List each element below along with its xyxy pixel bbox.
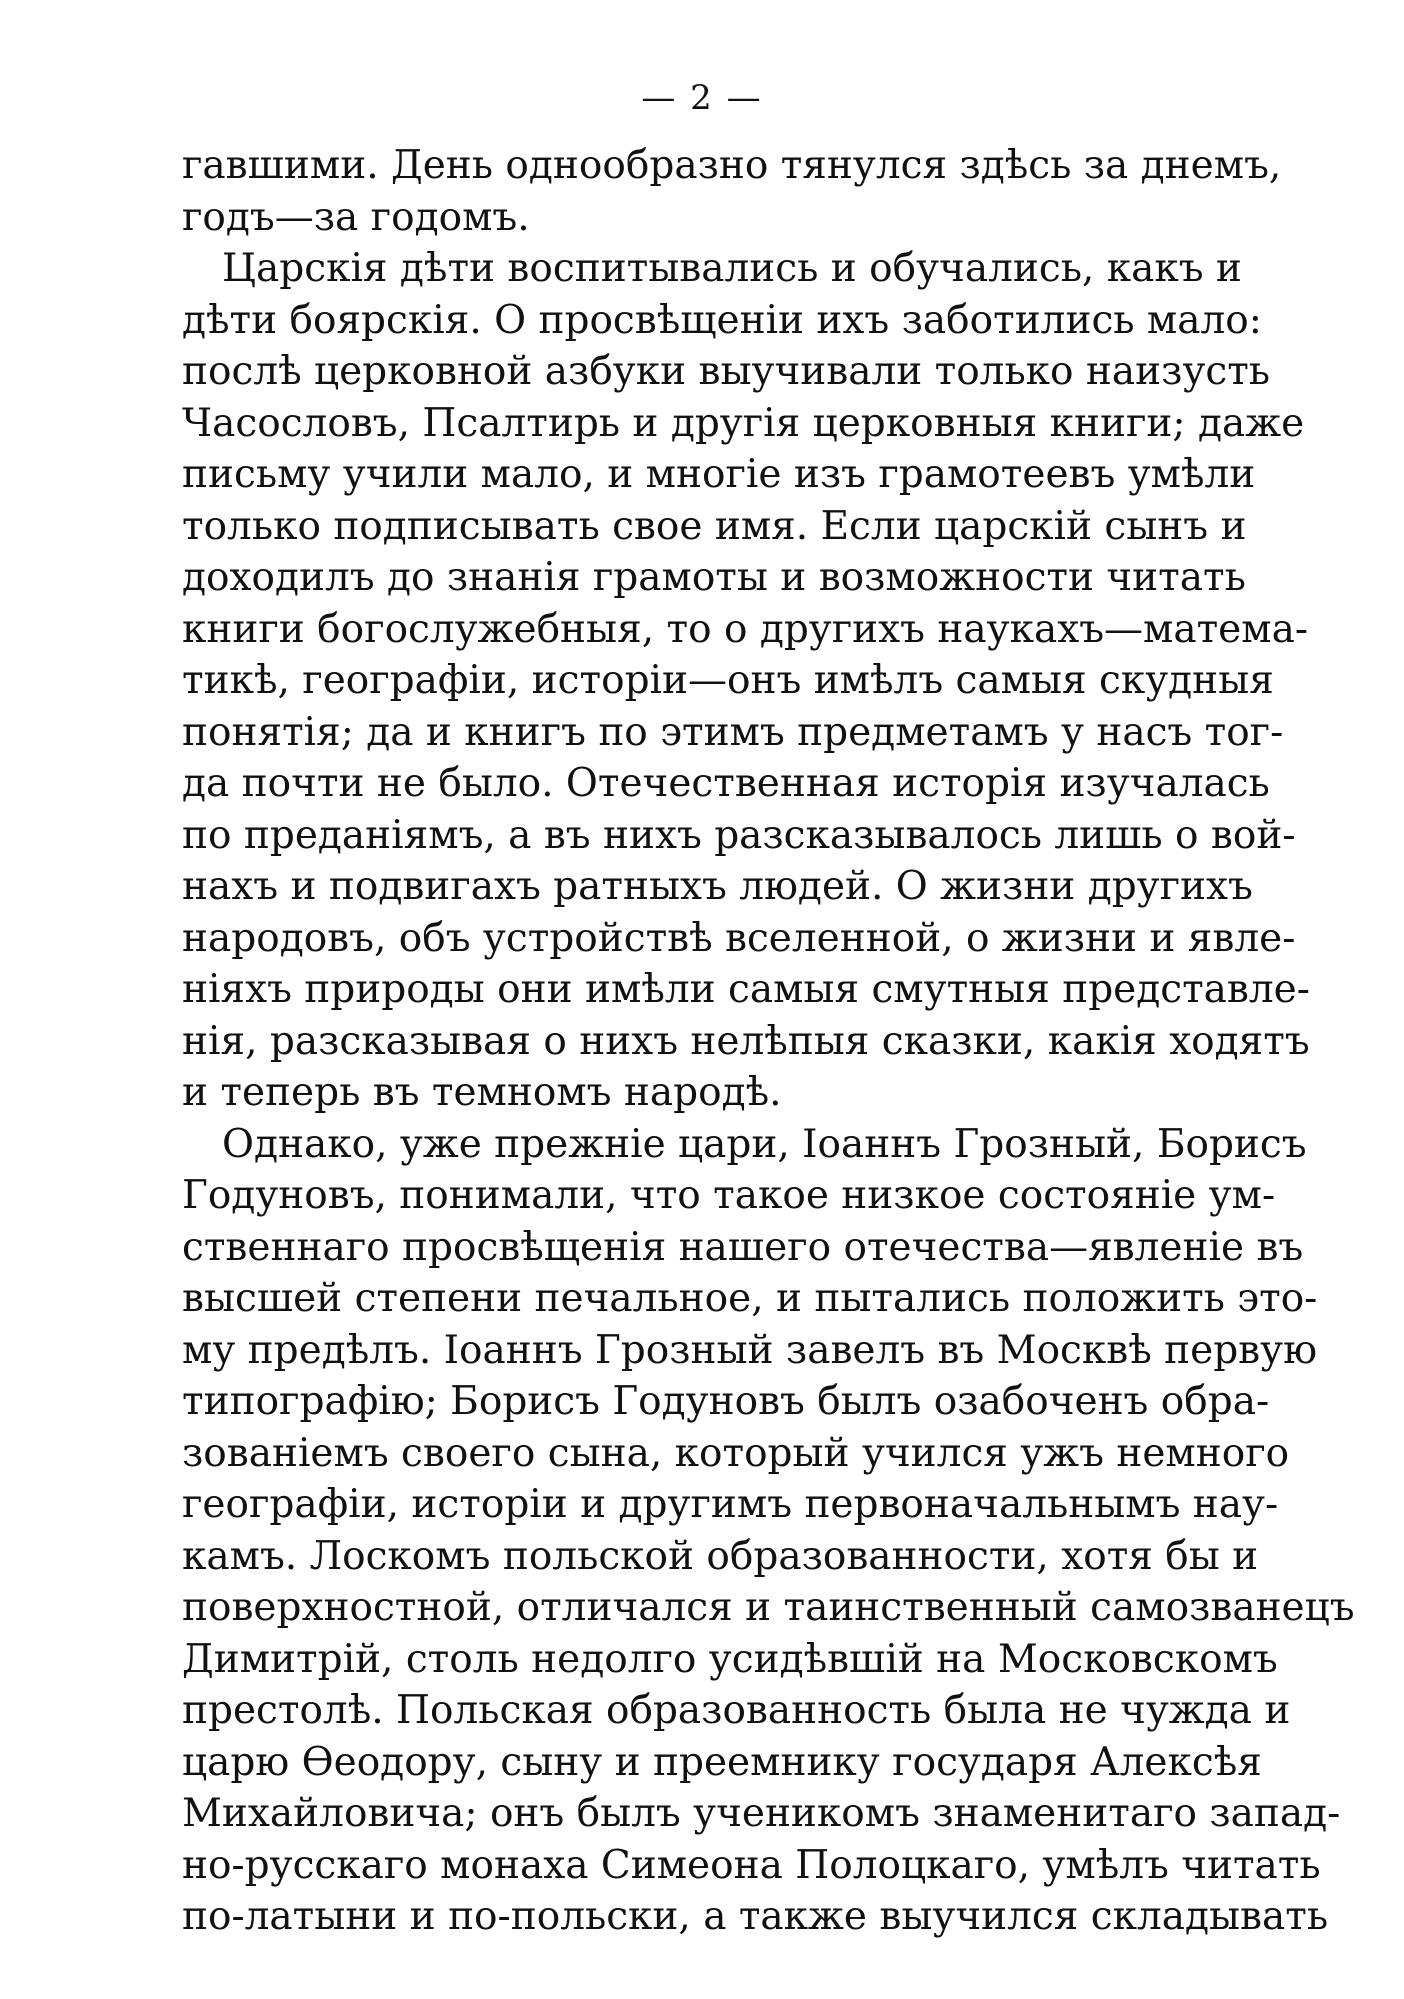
text-line: послѣ церковной азбуки выучивали только наизусть [182,349,1271,394]
text-line: доходилъ до знанія грамоты и возможности читать [182,555,1246,600]
text-line: высшей степени печальное, и пытались положить это- [182,1276,1318,1321]
text-line: книги богослужебныя, то о другихъ наукахъ—матема- [182,606,1309,652]
text-line: географіи, исторіи и другимъ первоначальнымъ нау- [182,1482,1279,1527]
text-line: годъ—за годомъ. [182,194,530,240]
text-line: престолѣ. Польская образованность была не чужда и [182,1688,1291,1733]
text-line: Михайловича; онъ былъ ученикомъ знаменитаго запад- [182,1791,1341,1836]
text-line: Однако, уже прежніе цари, Іоаннъ Грозный, Борисъ [222,1121,1307,1167]
text-line: Царскія дѣти воспитывались и обучались, какъ и [222,246,1242,291]
text-line: зованіемъ своего сына, который учился ужъ немного [182,1430,1290,1476]
text-line: поверхностной, отличался и таинственный самозванецъ [182,1585,1355,1630]
text-line: по-латыни и по-польски, а также выучился складывать [182,1894,1329,1939]
text-line: народовъ, объ устройствѣ вселенной, о жизни и явле- [182,915,1296,961]
text-line: да почти не было. Отечественная исторія изучалась [182,761,1270,806]
body-text [182,140,1355,1943]
text-line: ніяхъ природы они имѣли самыя смутныя представле- [182,967,1310,1012]
text-line: ственнаго просвѣщенія нашего отечества—явленіе въ [182,1224,1304,1270]
text-line: и теперь въ темномъ народѣ. [182,1070,782,1115]
text-line: камъ. Лоскомъ польской образованности, хотя бы и [182,1533,1259,1579]
text-line: му предѣлъ. Іоаннъ Грозный завелъ въ Москвѣ первую [182,1327,1318,1373]
text-line: Димитрій, столь недолго усидѣвшій на Московскомъ [182,1636,1278,1682]
text-line: царю Ѳеодору, сыну и преемнику государя Алексѣя [182,1739,1262,1785]
text-line: гавшими. День однообразно тянулся здѣсь за днемъ, [182,143,1282,188]
text-line: по преданіямъ, а въ нихъ разсказывалось лишь о вой- [182,812,1296,858]
text-line: Годуновъ, понимали, что такое низкое состояніе ум- [182,1173,1276,1218]
text-line: но-русскаго монаха Симеона Полоцкаго, умѣлъ читать [182,1842,1321,1888]
page-number: — 2 — [641,78,763,118]
text-line: тикѣ, географіи, исторіи—онъ имѣлъ самыя скудныя [182,658,1274,703]
text-line: дѣти боярскія. О просвѣщеніи ихъ заботились мало: [182,297,1262,343]
text-line: типографію; Борисъ Годуновъ былъ озабоченъ обра- [182,1379,1270,1424]
text-line: нія, разсказывая о нихъ нелѣпыя сказки, какія ходятъ [182,1018,1310,1064]
text-line: понятія; да и книгъ по этимъ предметамъ у насъ тог- [182,709,1284,755]
text-line: только подписывать свое имя. Если царскій сынъ и [182,503,1247,549]
text-line: нахъ и подвигахъ ратныхъ людей. О жизни другихъ [182,864,1253,909]
text-line: письму учили мало, и многіе изъ грамотеевъ умѣли [182,452,1256,497]
text-line: Часословъ, Псалтирь и другія церковныя книги; даже [182,400,1305,446]
